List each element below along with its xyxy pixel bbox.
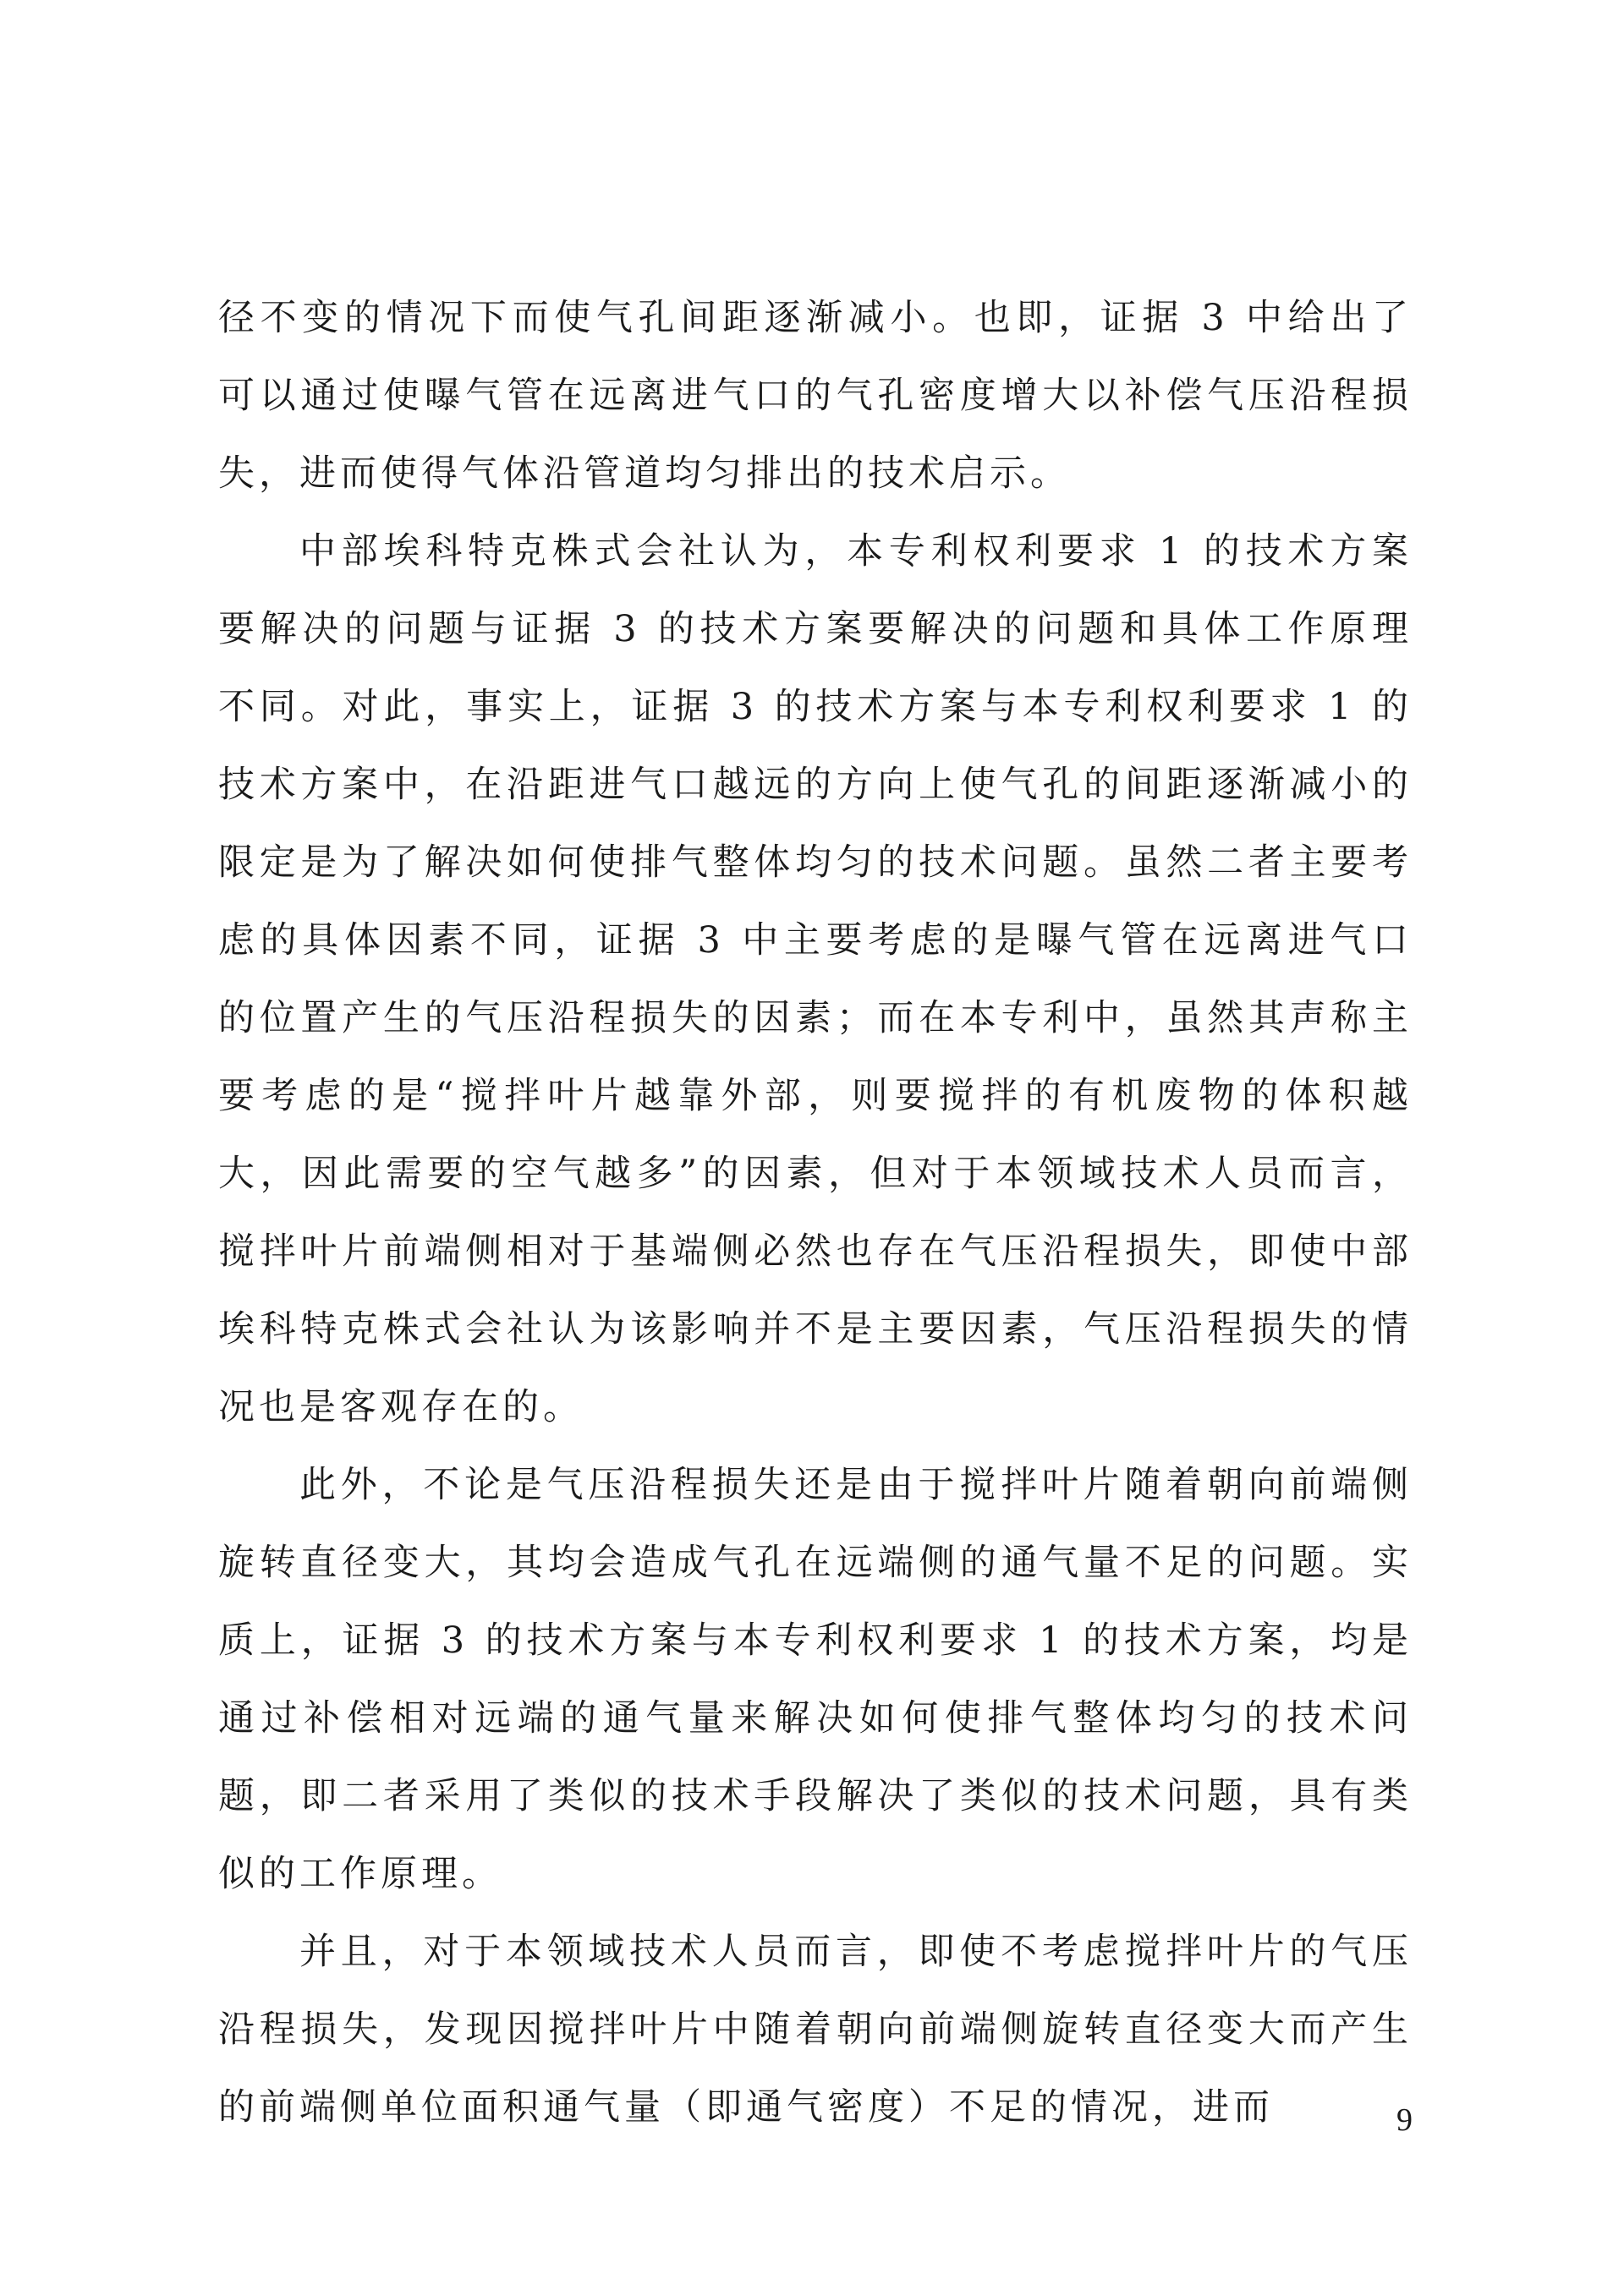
paragraph-3: 此外，不论是气压沿程损失还是由于搅拌叶片随着朝向前端侧旋转直径变大，其均会造成气孔在远端侧的通气量不足的问题。实质上，证据 3 的技术方案与本专利权利要求 1 的技术方案，均是通过补偿相对远端的通气量来解决如何使排气整体均匀的技术问题，即二者采用了类似的技术手段解决了类似的技术问题，具有类似的工作原理。 <box>218 1464 1413 1895</box>
paragraph-4: 并且，对于本领域技术人员而言，即使不考虑搅拌叶片的气压沿程损失，发现因搅拌叶片中随着朝向前端侧旋转直径变大而产生的前端侧单位面积通气量（即通气密度）不足的情况，进而 <box>218 1931 1413 2129</box>
paragraph-1: 径不变的情况下而使气孔间距逐渐减小。也即，证据 3 中给出了可以通过使曝气管在远离进气口的气孔密度增大以补偿气压沿程损失，进而使得气体沿管道均匀排出的技术启示。 <box>218 297 1413 495</box>
page-number: 9 <box>1396 2102 1413 2138</box>
body-text <box>218 279 1413 2146</box>
paragraph-2: 中部埃科特克株式会社认为，本专利权利要求 1 的技术方案要解决的问题与证据 3 的技术方案要解决的问题和具体工作原理不同。对此，事实上，证据 3 的技术方案与本专利权利要求 1 的技术方案中，在沿距进气口越远的方向上使气孔的间距逐渐减小的限定是为了解决如何使排气整体均匀的技术问题。虽然二者主要考虑的具体因素不同，证据 3 中主要考虑的是曝气管在远离进气口的位置产生的气压沿程损失的因素；而在本专利中，虽然其声称主要考虑的是“搅拌叶片越靠外部，则要搅拌的有机废物的体积越大，因此需要的空气越多”的因素，但对于本领域技术人员而言，搅拌叶片前端侧相对于基端侧必然也存在气压沿程损失，即使中部埃科特克株式会社认为该影响并不是主要因素，气压沿程损失的情况也是客观存在的。 <box>218 530 1413 1428</box>
